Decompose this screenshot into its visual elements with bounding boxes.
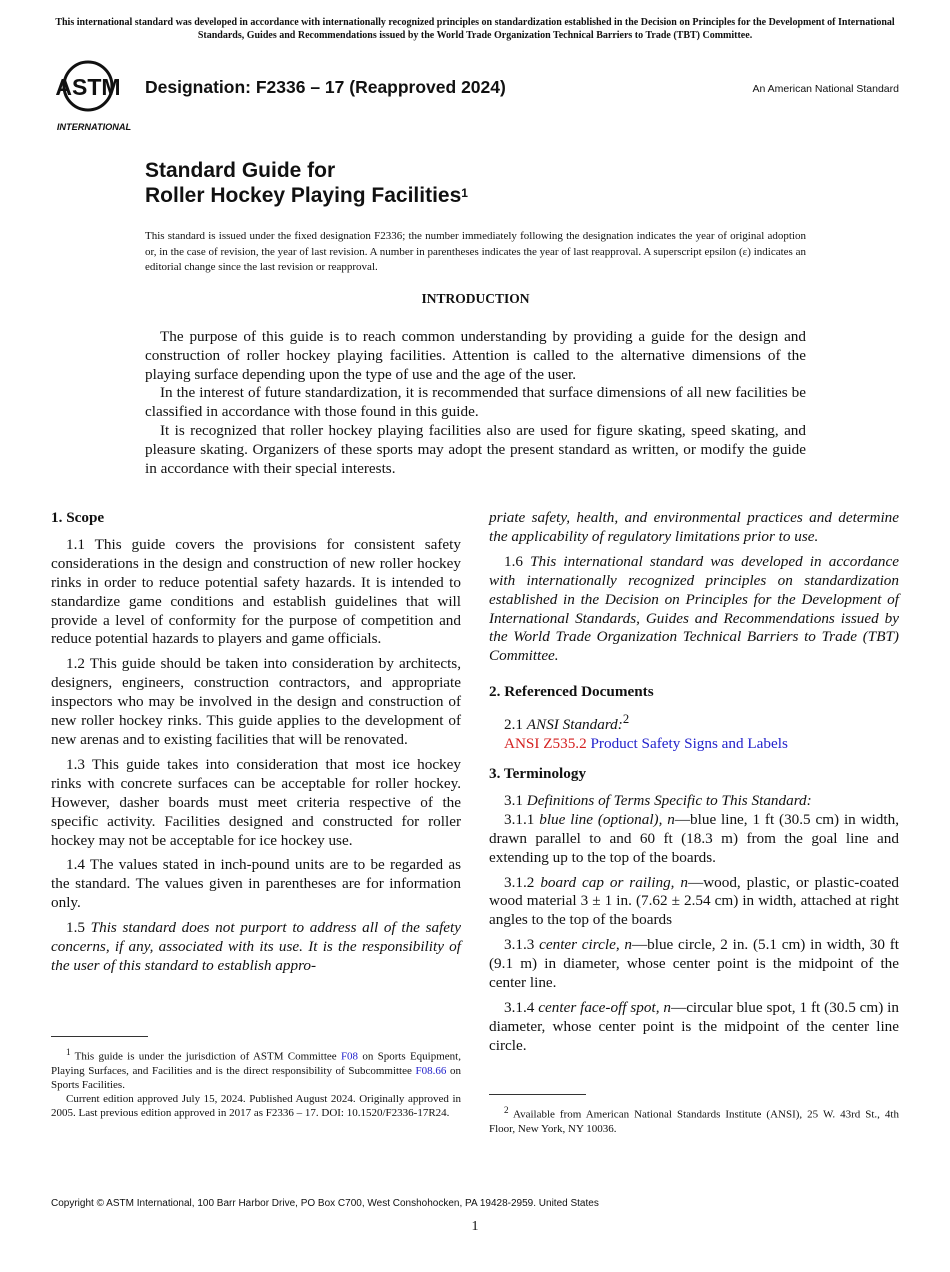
- american-national-standard: An American National Standard: [752, 83, 899, 95]
- paragraph-1-2: 1.2 This guide should be taken into consideration by architects, designers, engineers, construction contractors, and appropriate inspectors who may be involved in the design and construction of new roller hockey rinks. This guide applies to the development of new arenas and to existing facilities that will be renovated.: [51, 655, 461, 748]
- paragraph-2-1: [489, 710, 899, 735]
- definition-3-1-1: [489, 811, 899, 868]
- paragraph-text: Definitions of Terms Specific to This Standard:: [526, 791, 812, 809]
- paragraph-text: ANSI Standard:: [526, 716, 623, 734]
- paragraph-number: 3.1.1: [504, 810, 535, 828]
- definition-text: —blue circle, 2 in. (5.1 cm) in width, 30 ft (9.1 m) in diameter, whose center point is the midpoint of the center line.: [489, 936, 899, 992]
- document-title: [145, 158, 468, 208]
- intro-paragraph: The purpose of this guide is to reach common understanding by providing a guide for the design and construction of roller hockey playing facilities. Attention is called to the alternative dimensions of the playing surface depending upon the type of use and the age of the user.: [145, 328, 806, 383]
- footnote-ref-2[interactable]: 2: [622, 712, 630, 727]
- ansi-standard-link[interactable]: ANSI Z535.2: [504, 735, 587, 753]
- paragraph-1-5: [51, 919, 461, 976]
- footnote-text: Available from American National Standards Institute (ANSI), 25 W. 43rd St., 4th Floor, New York, NY 10036.: [489, 1108, 899, 1135]
- term: board cap or railing, n: [540, 873, 688, 891]
- section-heading-terminology: 3. Terminology: [489, 765, 587, 783]
- footnote-text: on Sports Equipment, Playing Surfaces, and Facilities and is the direct responsibility of Subcommittee: [51, 1050, 461, 1077]
- footnote-1: [51, 1045, 461, 1121]
- paragraph-text: This international standard was developed in accordance with internationally recognized principles on standardization established in the Decision on Principles for the Development of International Standards, Guides and Recommendations issued by the World Trade Organization Technical Barriers to Trade (TBT) Committee.: [489, 552, 900, 665]
- definition-text: —circular blue spot, 1 ft (30.5 cm) in diameter, whose center point is the midpoint of the center line circle.: [489, 999, 899, 1054]
- introduction: [145, 328, 806, 478]
- footnote-1-text: [51, 1045, 461, 1092]
- issue-note: This standard is issued under the fixed designation F2336; the number immediately following the designation indicates the year of original adoption or, in the case of revision, the year of last revision. A number in parentheses indicates the year of last reapproval. A superscript epsilon (ε) indicates an editorial change since the last revision or reapproval.: [145, 230, 806, 273]
- astm-logo: [52, 58, 136, 134]
- title-line-1: Standard Guide for: [145, 159, 336, 182]
- paragraph-number: 2.1: [504, 716, 523, 734]
- title-line-2: [145, 183, 468, 208]
- page-number: 1: [471, 1219, 479, 1234]
- right-column: [489, 509, 899, 1062]
- term: blue line (optional), n: [539, 810, 675, 828]
- paragraph-1-3: 1.3 This guide takes into consideration that most ice hockey rinks with concrete surfaces can be acceptable for roller hockey. However, dasher boards must meet criteria respective of the specific activity. Facilities designed and constructed for roller hockey may not be acceptable for ice hockey use.: [51, 755, 461, 849]
- footnote-divider: [489, 1094, 586, 1095]
- introduction-heading: INTRODUCTION: [421, 291, 530, 306]
- paragraph-1-6: [489, 553, 899, 666]
- title-footnote-ref[interactable]: 1: [461, 186, 468, 200]
- intro-paragraph: In the interest of future standardization, it is recommended that surface dimensions of all new facilities be classified in accordance with those found in this guide.: [145, 384, 806, 421]
- paragraph-1-5-continued: [489, 509, 899, 547]
- paragraph-1-4: 1.4 The values stated in inch-pound units are to be regarded as the standard. The values given in parentheses are for information only.: [51, 856, 461, 912]
- paragraph-number: 3.1.3: [504, 936, 535, 954]
- paragraph-1-1: 1.1 This guide covers the provisions for consistent safety considerations in the design and construction of new roller hockey rinks in order to reduce potential safety hazards. It is intended to standardize game conditions and establish guidelines that will provide a level of conformity for the purpose of competition and reduce potential hazards to players and game officials.: [51, 535, 461, 648]
- subcommittee-link[interactable]: F08.66: [415, 1064, 447, 1077]
- definition-text: —wood, plastic, or plastic-coated wood material 3 ± 1 in. (7.62 ± 2.54 cm) in width, attached at right angles to the top of the boards: [489, 873, 899, 929]
- designation: Designation: F2336 – 17 (Reapproved 2024): [145, 77, 506, 97]
- logo-subtext: INTERNATIONAL: [56, 122, 132, 132]
- title-line-2-text: Roller Hockey Playing Facilities: [145, 184, 462, 207]
- ansi-standard-title-link[interactable]: Product Safety Signs and Labels: [590, 735, 788, 753]
- header-note: This international standard was developed in accordance with internationally recognized principles on standardization established in the Decision on Principles for the Development of International Standards, Guides and Recommendations issued by the World Trade Organization Technical Barriers to Trade (TBT) Committee.: [55, 17, 895, 41]
- paragraph-text: This standard does not purport to address all of the safety concerns, if any, associated with its use. It is the responsibility of the user of this standard to establish appro-: [51, 919, 462, 974]
- footnote-2-text: [489, 1103, 899, 1136]
- footnote-text: on Sports Facilities.: [51, 1064, 461, 1092]
- footnote-text: This guide is under the jurisdiction of ASTM Committee: [74, 1050, 341, 1063]
- footnote-marker: 2: [504, 1105, 509, 1115]
- footnote-marker: 1: [66, 1047, 71, 1057]
- term: center circle, n: [539, 936, 632, 954]
- footnote-2: [489, 1103, 899, 1136]
- referenced-standard: [489, 735, 899, 754]
- logo-text: ASTM: [55, 74, 121, 100]
- paragraph-number: 3.1.4: [504, 999, 535, 1016]
- footnote-edition: Current edition approved July 15, 2024. Published August 2024. Originally approved in 2005. Last previous edition approved in 2017 as F2336 – 17. DOI: 10.1520/F2336-17R24.: [51, 1093, 461, 1120]
- definition-3-1-4: [489, 999, 899, 1056]
- copyright: Copyright © ASTM International, 100 Barr Harbor Drive, PO Box C700, West Conshohocken, PA 19428-2959. United States: [51, 1198, 599, 1209]
- definition-text: —blue line, 1 ft (30.5 cm) in width, drawn parallel to and 60 ft (18.3 m) from the goal line and extending up to the top of the boards.: [489, 810, 900, 866]
- paragraph-number: 3.1.2: [504, 873, 535, 891]
- paragraph-3-1: [489, 792, 899, 811]
- paragraph-number: 1.5: [66, 919, 85, 937]
- definition-3-1-3: [489, 936, 899, 993]
- section-heading-referenced-documents: 2. Referenced Documents: [489, 683, 654, 701]
- definition-3-1-2: [489, 874, 899, 931]
- intro-paragraph: It is recognized that roller hockey playing facilities also are used for figure skating, speed skating, and pleasure skating. Organizers of these sports may adopt the present standard as written, or modify the guide in accordance with their special interests.: [145, 421, 806, 477]
- paragraph-number: 1.6: [504, 552, 523, 570]
- left-column: [51, 509, 461, 982]
- committee-link[interactable]: F08: [340, 1050, 359, 1063]
- footnote-divider: [51, 1036, 148, 1037]
- paragraph-number: 3.1: [504, 791, 523, 809]
- section-heading-scope: 1. Scope: [51, 509, 105, 526]
- term: center face-off spot, n: [538, 999, 671, 1016]
- paragraph-text: priate safety, health, and environmental practices and determine the applicability of regulatory limitations prior to use.: [489, 509, 899, 545]
